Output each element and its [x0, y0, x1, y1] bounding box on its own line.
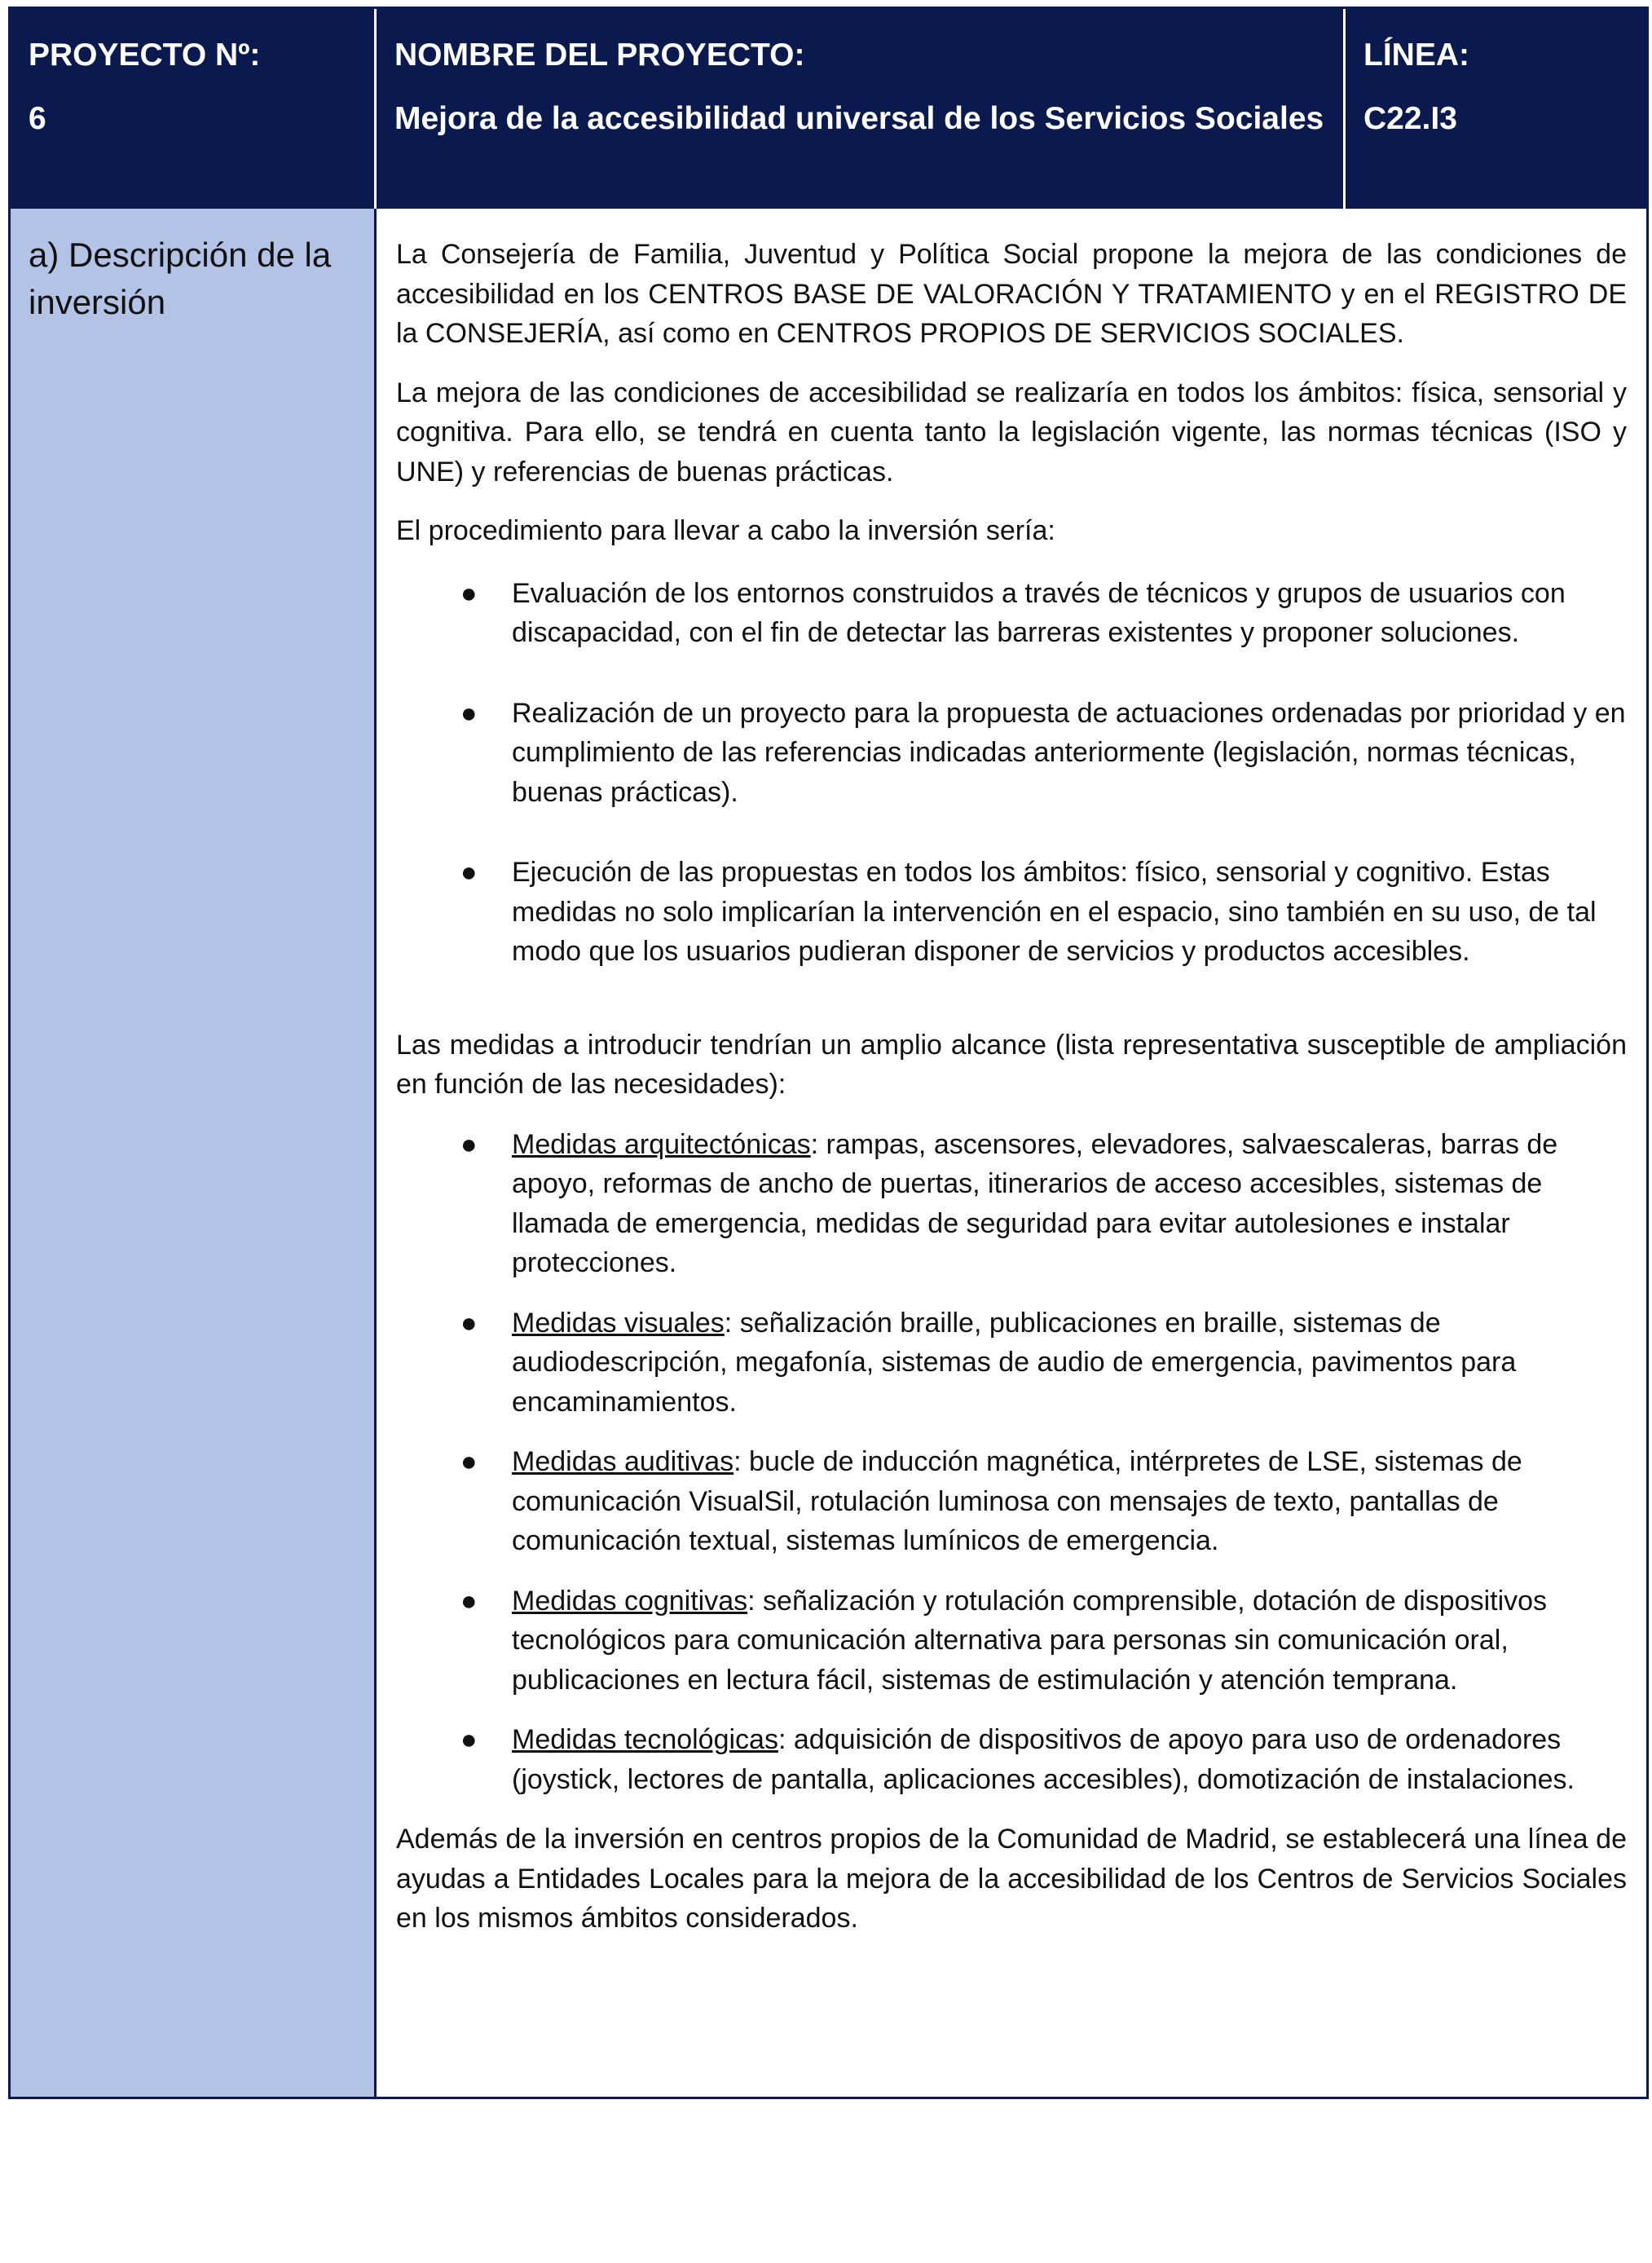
bullet-icon: ●: [460, 1446, 478, 1477]
project-name-cell: [377, 9, 1346, 209]
bullet-icon: ●: [460, 1585, 478, 1617]
bullet-icon: ●: [460, 1307, 478, 1339]
table-header-row: [11, 9, 1646, 209]
bullet-icon: ●: [460, 1724, 478, 1755]
list-item: [396, 574, 1627, 653]
list-item: [396, 1720, 1627, 1799]
section-label: a) Descripción de la inversión: [29, 236, 332, 321]
measure-title: Medidas cognitivas: [512, 1585, 748, 1617]
line-cell: [1346, 9, 1646, 209]
project-number-label: PROYECTO Nº:: [29, 37, 261, 73]
list-item: [396, 1442, 1627, 1561]
table-body-row: [11, 209, 1646, 2097]
project-number-value: 6: [29, 101, 46, 136]
project-table: [8, 7, 1649, 2099]
list-item: [396, 694, 1627, 813]
measure-title: Medidas auditivas: [512, 1446, 734, 1477]
measure-text: : rampas, ascensores, elevadores, salvaescaleras, barras de apoyo, reformas de ancho de puertas, itinerarios de acceso accesibles, sistemas de llamada de emergencia, medidas de seguridad para evitar autolesiones e instalar protecciones.: [512, 1128, 1558, 1278]
bullet-icon: ●: [460, 577, 478, 609]
measures-intro: Las medidas a introducir tendrían un amplio alcance (lista representativa susceptible de ampliación en función de las necesidades):: [396, 1029, 1627, 1100]
bullet-icon: ●: [460, 1128, 478, 1160]
line-value: C22.I3: [1363, 101, 1457, 136]
list-item: [396, 1581, 1627, 1701]
measure-title: Medidas tecnológicas: [512, 1724, 778, 1755]
intro-paragraph-1: La Consejería de Familia, Juventud y Política Social propone la mejora de las condiciones de accesibilidad en los CENTROS BASE DE VALORACIÓN Y TRATAMIENTO y en el REGISTRO DE la CONSEJERÍA, así como en CENTROS PROPIOS DE SERVICIOS SOCIALES.: [396, 239, 1627, 349]
intro-paragraph-2: La mejora de las condiciones de accesibilidad se realizaría en todos los ámbitos: física, sensorial y cognitiva. Para ello, se tendrá en cuenta tanto la legislación vigente, las normas técnicas (ISO y UNE) y referencias de buenas prácticas.: [396, 377, 1627, 487]
list-item: [396, 1125, 1627, 1283]
bullet-icon: ●: [460, 857, 478, 888]
measure-text: : señalización braille, publicaciones en braille, sistemas de audiodescripción, megafonía, sistemas de audio de emergencia, pavimentos para encaminamientos.: [512, 1307, 1517, 1418]
procedure-intro: El procedimiento para llevar a cabo la inversión sería:: [396, 515, 1055, 546]
section-content-cell: [377, 209, 1646, 2097]
procedure-step-text: Realización de un proyecto para la propuesta de actuaciones ordenadas por prioridad y en cumplimiento de las referencias indicadas anteriormente (legislación, normas técnicas, buenas prácticas).: [512, 697, 1626, 808]
measure-text: : bucle de inducción magnética, intérpretes de LSE, sistemas de comunicación VisualSil, rotulación luminosa con mensajes de texto, pantallas de comunicación textual, sistemas lumínicos de emergencia.: [512, 1446, 1522, 1556]
list-item: [396, 1304, 1627, 1423]
procedure-step-text: Evaluación de los entornos construidos a través de técnicos y grupos de usuarios con discapacidad, con el fin de detectar las barreras existentes y proponer soluciones.: [512, 577, 1566, 648]
measure-text: : adquisición de dispositivos de apoyo para uso de ordenadores (joystick, lectores de pantalla, aplicaciones accesibles), domotización de instalaciones.: [512, 1724, 1575, 1795]
measure-title: Medidas arquitectónicas: [512, 1128, 811, 1160]
measures-list: [396, 1125, 1627, 1800]
closing-paragraph: Además de la inversión en centros propios de la Comunidad de Madrid, se establecerá una línea de ayudas a Entidades Locales para la mejora de la accesibilidad de los Centros de Servicios Sociales en los mismos ámbitos considerados.: [396, 1824, 1627, 1934]
project-name-label: NOMBRE DEL PROYECTO:: [394, 37, 805, 73]
procedure-step-text: Ejecución de las propuestas en todos los ámbitos: físico, sensorial y cognitivo. Estas medidas no solo implicarían la intervención en el espacio, sino también en su uso, de tal modo que los usuarios pudieran disponer de servicios y productos accesibles.: [512, 857, 1597, 967]
measure-title: Medidas visuales: [512, 1307, 725, 1339]
line-label: LÍNEA:: [1363, 37, 1469, 73]
bullet-icon: ●: [460, 697, 478, 729]
project-name-value: Mejora de la accesibilidad universal de los Servicios Sociales: [394, 101, 1324, 136]
procedure-list: [396, 574, 1627, 972]
list-item: [396, 853, 1627, 972]
measure-text: : señalización y rotulación comprensible, dotación de dispositivos tecnológicos para comunicación alternativa para personas sin comunicación oral, publicaciones en lectura fácil, sistemas de estimulación y atención temprana.: [512, 1585, 1548, 1696]
project-number-cell: [11, 9, 377, 209]
section-label-cell: [11, 209, 377, 2097]
